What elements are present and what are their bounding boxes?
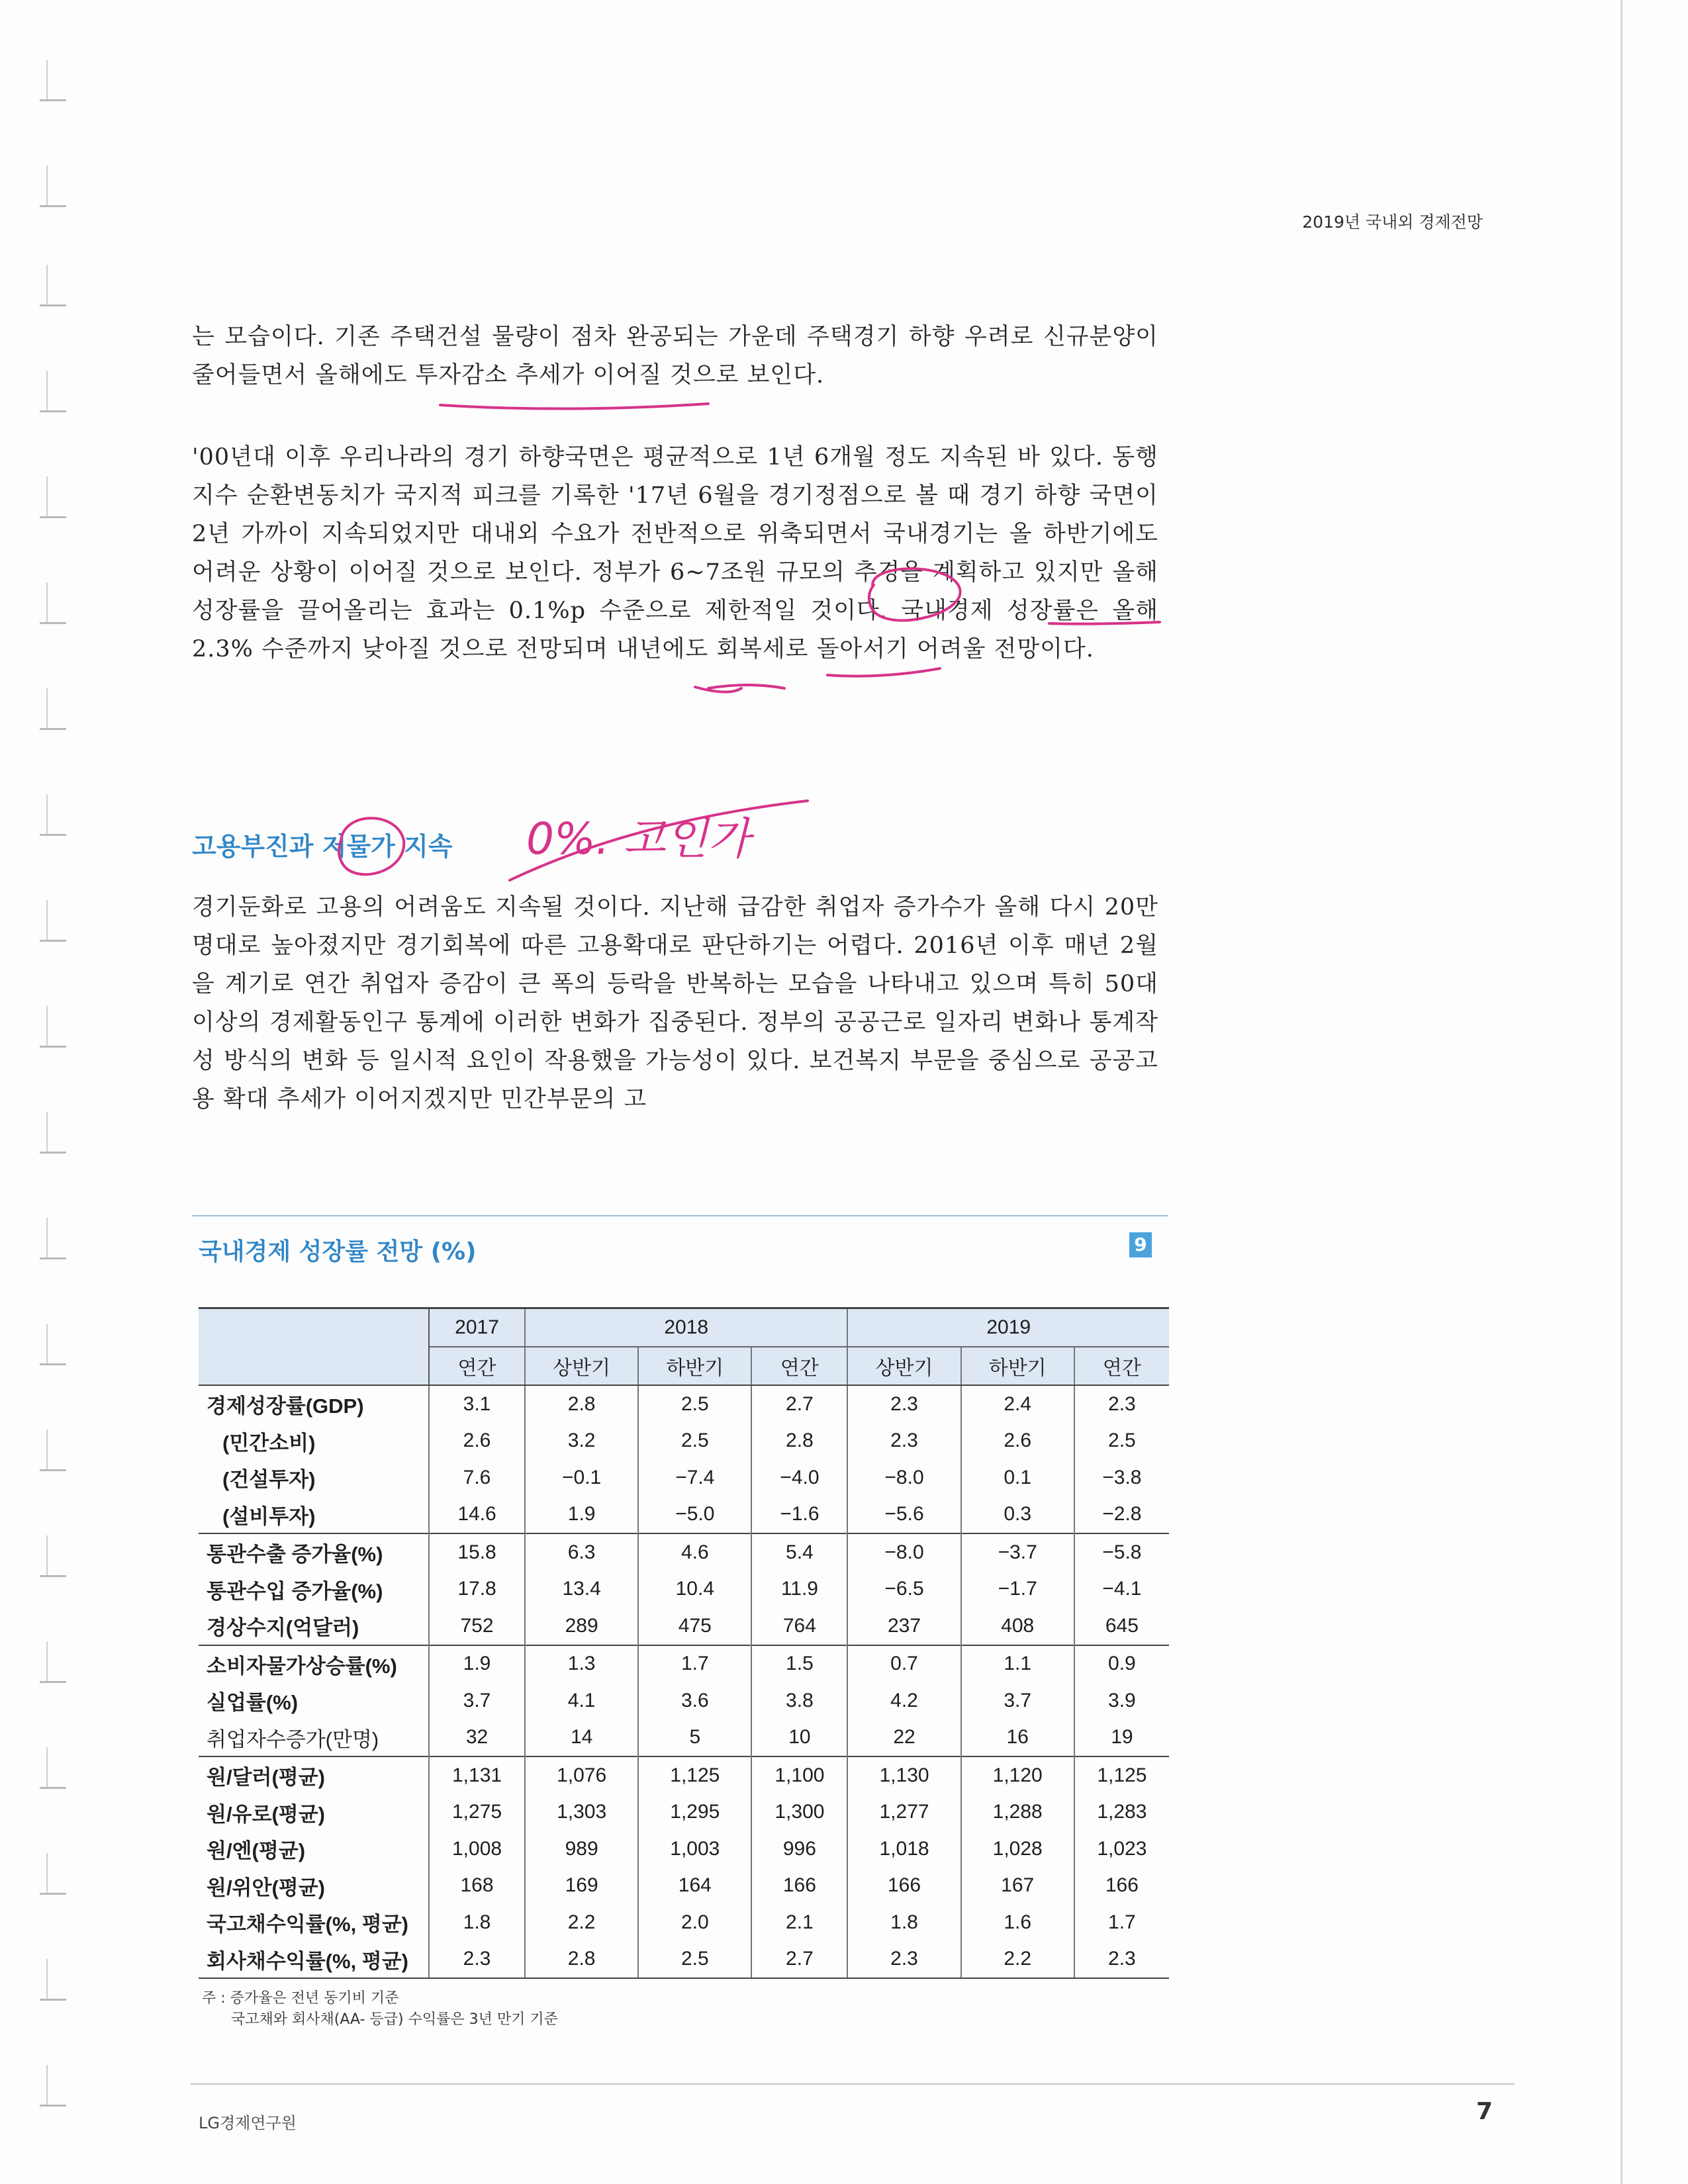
table-cell: 1.8 (847, 1904, 961, 1941)
table-cell: −5.8 (1074, 1533, 1169, 1571)
table-cell: 1,130 (847, 1756, 961, 1794)
table-cell: 166 (1074, 1868, 1169, 1905)
table-cell: 10 (751, 1719, 847, 1757)
page-number: 7 (1476, 2098, 1493, 2125)
table-cell: 1.5 (751, 1645, 847, 1683)
footer-rule (191, 2083, 1515, 2085)
table-cell: 1,300 (751, 1794, 847, 1831)
table-cell: 2.7 (751, 1941, 847, 1979)
table-cell: 6.3 (525, 1533, 638, 1571)
table-cell: −4.1 (1074, 1571, 1169, 1608)
row-label: 실업률(%) (207, 1691, 299, 1715)
row-label: 원/달러(평균) (199, 1756, 429, 1794)
table-row (199, 1459, 1169, 1496)
underline-mark (440, 404, 708, 409)
table-row (199, 1423, 1169, 1460)
row-label: 통관수입 증가율(%) (207, 1579, 383, 1603)
table-cell: −0.1 (525, 1459, 638, 1496)
row-label: (건설투자) (222, 1468, 316, 1492)
table-row (199, 1496, 1169, 1534)
table-row (199, 1756, 1169, 1794)
table-cell: 2.6 (429, 1423, 525, 1460)
row-label: 회사채수익률(%, 평균) (199, 1941, 429, 1979)
table-cell: 164 (638, 1868, 751, 1905)
table-cell: −1.6 (751, 1496, 847, 1534)
table-cell: 1,023 (1074, 1831, 1169, 1868)
underline-mark (695, 687, 741, 692)
table-cell: 1,277 (847, 1794, 961, 1831)
row-label: 경제성장률(GDP) (199, 1385, 429, 1423)
table-cell: 22 (847, 1719, 961, 1757)
table-cell: 408 (961, 1608, 1074, 1645)
table-cell: 2.2 (961, 1941, 1074, 1979)
table-cell: 3.2 (525, 1423, 638, 1460)
table-cell: 2.0 (638, 1904, 751, 1941)
table-cell: 2.8 (525, 1941, 638, 1979)
table-cell: −6.5 (847, 1571, 961, 1608)
table-cell: 1.3 (525, 1645, 638, 1683)
row-label: (민간소비) (222, 1431, 316, 1455)
underline-mark (708, 685, 784, 688)
table-row (199, 1645, 1169, 1683)
body-paragraph: '00년대 이후 우리나라의 경기 하향국면은 평균적으로 1년 6개월 정도 지속된 바 있다. 동행지수 순환변동치가 국지적 피크를 기록한 '17년 6월을 경기정점으로 볼 때 경기 하향 국면이 2년 가까이 지속되었지만 대내외 수요가 전반적으로 위축되면서 국내경기는 올 하반기에도 어려운 상황이 이어질 것으로 보인다. 정부가 6~7조원 규모의 추경을 계획하고 있지만 올해 성장률을 끌어올리는 효과는 0.1%p 수준으로 제한적일 것이다. 국내경제 성장률은 올해 2.3% 수준까지 낮아질 것으로 전망되며 내년에도 회복세로 돌아서기 어려울 전망이다. (192, 444, 1158, 662)
section-heading: 고용부진과 저물가 지속 (192, 832, 453, 861)
table-cell: 2.4 (961, 1385, 1074, 1423)
table-row (199, 1794, 1169, 1831)
row-label: 소비자물가상승률(%) (199, 1645, 429, 1683)
year-header: 2017 (429, 1308, 525, 1347)
table-note: 주 : 증가율은 전년 동기비 기준 (202, 1990, 399, 2007)
running-header: 2019년 국내외 경제전망 (1302, 212, 1483, 232)
table-cell: 17.8 (429, 1571, 525, 1608)
table-cell: 0.3 (961, 1496, 1074, 1534)
footer-publisher: LG경제연구원 (199, 2114, 297, 2132)
row-label: 국고채수익률(%, 평균) (207, 1913, 409, 1936)
table-cell: 1,295 (638, 1794, 751, 1831)
period-header: 연간 (429, 1347, 525, 1385)
table-cell: 1,008 (429, 1831, 525, 1868)
table-cell: 2.5 (638, 1385, 751, 1423)
table-cell: 1,125 (638, 1756, 751, 1794)
table-title-rule (192, 1215, 1168, 1216)
table-cell: 5.4 (751, 1533, 847, 1571)
table-cell: 0.9 (1074, 1645, 1169, 1683)
table-cell: 645 (1074, 1608, 1169, 1645)
table-cell: 14.6 (429, 1496, 525, 1534)
table-cell: 2.5 (638, 1423, 751, 1460)
table-cell: 169 (525, 1868, 638, 1905)
table-cell: 19 (1074, 1719, 1169, 1757)
table-cell: 989 (525, 1831, 638, 1868)
table-row (199, 1719, 1169, 1757)
table-cell: 289 (525, 1608, 638, 1645)
row-label: 취업자수증가(만명) (207, 1727, 379, 1751)
table-cell: −3.7 (961, 1533, 1074, 1571)
table-cell: 2.5 (638, 1941, 751, 1979)
period-header: 상반기 (847, 1347, 961, 1385)
table-cell: 1,288 (961, 1794, 1074, 1831)
table-cell: −3.8 (1074, 1459, 1169, 1496)
table-cell: 1.7 (1074, 1904, 1169, 1941)
table-row (199, 1682, 1169, 1719)
table-row (199, 1571, 1169, 1608)
table-cell: 1,100 (751, 1756, 847, 1794)
table-cell: 752 (429, 1608, 525, 1645)
year-header: 2019 (847, 1308, 1169, 1347)
table-cell: 1.1 (961, 1645, 1074, 1683)
table-cell: 32 (429, 1719, 525, 1757)
table-cell: 2.3 (1074, 1941, 1169, 1979)
table-cell: 2.5 (1074, 1423, 1169, 1460)
table-cell: 3.8 (751, 1682, 847, 1719)
underline-mark (510, 801, 808, 880)
table-row (199, 1868, 1169, 1905)
table-cell: 2.3 (1074, 1385, 1169, 1423)
table-cell: 167 (961, 1868, 1074, 1905)
table-cell: 2.7 (751, 1385, 847, 1423)
table-cell: 7.6 (429, 1459, 525, 1496)
table-cell: 13.4 (525, 1571, 638, 1608)
table-cell: 475 (638, 1608, 751, 1645)
table-cell: −1.7 (961, 1571, 1074, 1608)
table-row (199, 1533, 1169, 1571)
table-cell: 1.6 (961, 1904, 1074, 1941)
table-cell: −5.6 (847, 1496, 961, 1534)
table-cell: 2.8 (525, 1385, 638, 1423)
table-cell: 1.9 (525, 1496, 638, 1534)
table-title: 국내경제 성장률 전망 (%) (199, 1238, 477, 1265)
table-cell: 166 (847, 1868, 961, 1905)
table-cell: 1,283 (1074, 1794, 1169, 1831)
table-cell: −4.0 (751, 1459, 847, 1496)
table-cell: 1,018 (847, 1831, 961, 1868)
row-label: (설비투자) (222, 1504, 316, 1528)
period-header: 상반기 (525, 1347, 638, 1385)
period-header: 하반기 (638, 1347, 751, 1385)
table-note: 국고채와 회사채(AA- 등급) 수익률은 3년 만기 기준 (231, 2011, 558, 2028)
table-row (199, 1941, 1169, 1979)
table-cell: 1,125 (1074, 1756, 1169, 1794)
table-cell: 1.9 (429, 1645, 525, 1683)
table-cell: 10.4 (638, 1571, 751, 1608)
period-header: 연간 (1074, 1347, 1169, 1385)
row-label: 원/위안(평균) (207, 1876, 325, 1899)
table-cell: 16 (961, 1719, 1074, 1757)
table-notes (202, 1988, 558, 2030)
table-cell: 764 (751, 1608, 847, 1645)
binder-holes (40, 40, 66, 2158)
table-cell: 5 (638, 1719, 751, 1757)
table-row (199, 1831, 1169, 1868)
table-cell: 3.6 (638, 1682, 751, 1719)
table-cell: 168 (429, 1868, 525, 1905)
period-header: 연간 (751, 1347, 847, 1385)
table-row (199, 1608, 1169, 1645)
table-cell: 3.7 (429, 1682, 525, 1719)
row-label: 경상수지(억달러) (207, 1616, 359, 1640)
table-cell: 15.8 (429, 1533, 525, 1571)
year-header: 2018 (525, 1308, 847, 1347)
table-cell: 3.9 (1074, 1682, 1169, 1719)
underline-mark (827, 668, 940, 676)
table-cell: 3.7 (961, 1682, 1074, 1719)
table-cell: 1,275 (429, 1794, 525, 1831)
table-cell: 2.6 (961, 1423, 1074, 1460)
table-cell: 2.3 (847, 1941, 961, 1979)
table-cell: 1,028 (961, 1831, 1074, 1868)
period-header: 하반기 (961, 1347, 1074, 1385)
table-cell: 2.3 (847, 1385, 961, 1423)
table-cell: 1,120 (961, 1756, 1074, 1794)
table-cell: −8.0 (847, 1533, 961, 1571)
table-cell: 11.9 (751, 1571, 847, 1608)
handwritten-note: 0%. 고인가 (526, 813, 750, 864)
table-cell: 2.3 (847, 1423, 961, 1460)
table-cell: 2.8 (751, 1423, 847, 1460)
table-cell: 4.1 (525, 1682, 638, 1719)
page-edge (1620, 0, 1622, 2184)
table-cell: 1,131 (429, 1756, 525, 1794)
table-cell: −2.8 (1074, 1496, 1169, 1534)
row-label: 원/유로(평균) (207, 1802, 325, 1826)
table-cell: 1,303 (525, 1794, 638, 1831)
table-cell: 166 (751, 1868, 847, 1905)
body-paragraph: 경기둔화로 고용의 어려움도 지속될 것이다. 지난해 급감한 취업자 증가수가 올해 다시 20만명대로 높아졌지만 경기회복에 따른 고용확대로 판단하기는 어렵다. 2016년 이후 매년 2월을 계기로 연간 취업자 증감이 큰 폭의 등락을 반복하는 모습을 나타내고 있으며 특히 50대 이상의 경제활동인구 통계에 이러한 변화가 집중된다. 정부의 공공근로 일자리 변화나 통계작성 방식의 변화 등 일시적 요인이 작용했을 가능성이 있다. 보건복지 부문을 중심으로 공공고용 확대 추세가 이어지겠지만 민간부문의 고 (192, 894, 1158, 1113)
table-cell: 1.8 (429, 1904, 525, 1941)
table-cell: 237 (847, 1608, 961, 1645)
table-cell: 2.1 (751, 1904, 847, 1941)
row-label: 통관수출 증가율(%) (199, 1533, 429, 1571)
table-cell: 2.3 (429, 1941, 525, 1979)
body-paragraph: 는 모습이다. 기존 주택건설 물량이 점차 완공되는 가운데 주택경기 하향 우려로 신규분양이 줄어들면서 올해에도 투자감소 추세가 이어질 것으로 보인다. (192, 324, 1158, 388)
table-row (199, 1385, 1169, 1423)
table-cell: −5.0 (638, 1496, 751, 1534)
table-cell: 4.2 (847, 1682, 961, 1719)
table-cell: −8.0 (847, 1459, 961, 1496)
table-cell: 3.1 (429, 1385, 525, 1423)
table-cell: 14 (525, 1719, 638, 1757)
table-cell: 1.7 (638, 1645, 751, 1683)
table-cell: 0.1 (961, 1459, 1074, 1496)
table-cell: 2.2 (525, 1904, 638, 1941)
forecast-table (199, 1307, 1169, 1979)
table-number-badge: 9 (1129, 1232, 1152, 1257)
table-row (199, 1904, 1169, 1941)
table-cell: 4.6 (638, 1533, 751, 1571)
table-cell: 1,003 (638, 1831, 751, 1868)
table-cell: 0.7 (847, 1645, 961, 1683)
table-cell: 996 (751, 1831, 847, 1868)
table-cell: −7.4 (638, 1459, 751, 1496)
row-label: 원/엔(평균) (207, 1839, 306, 1863)
table-cell: 1,076 (525, 1756, 638, 1794)
header-corner (199, 1308, 429, 1386)
